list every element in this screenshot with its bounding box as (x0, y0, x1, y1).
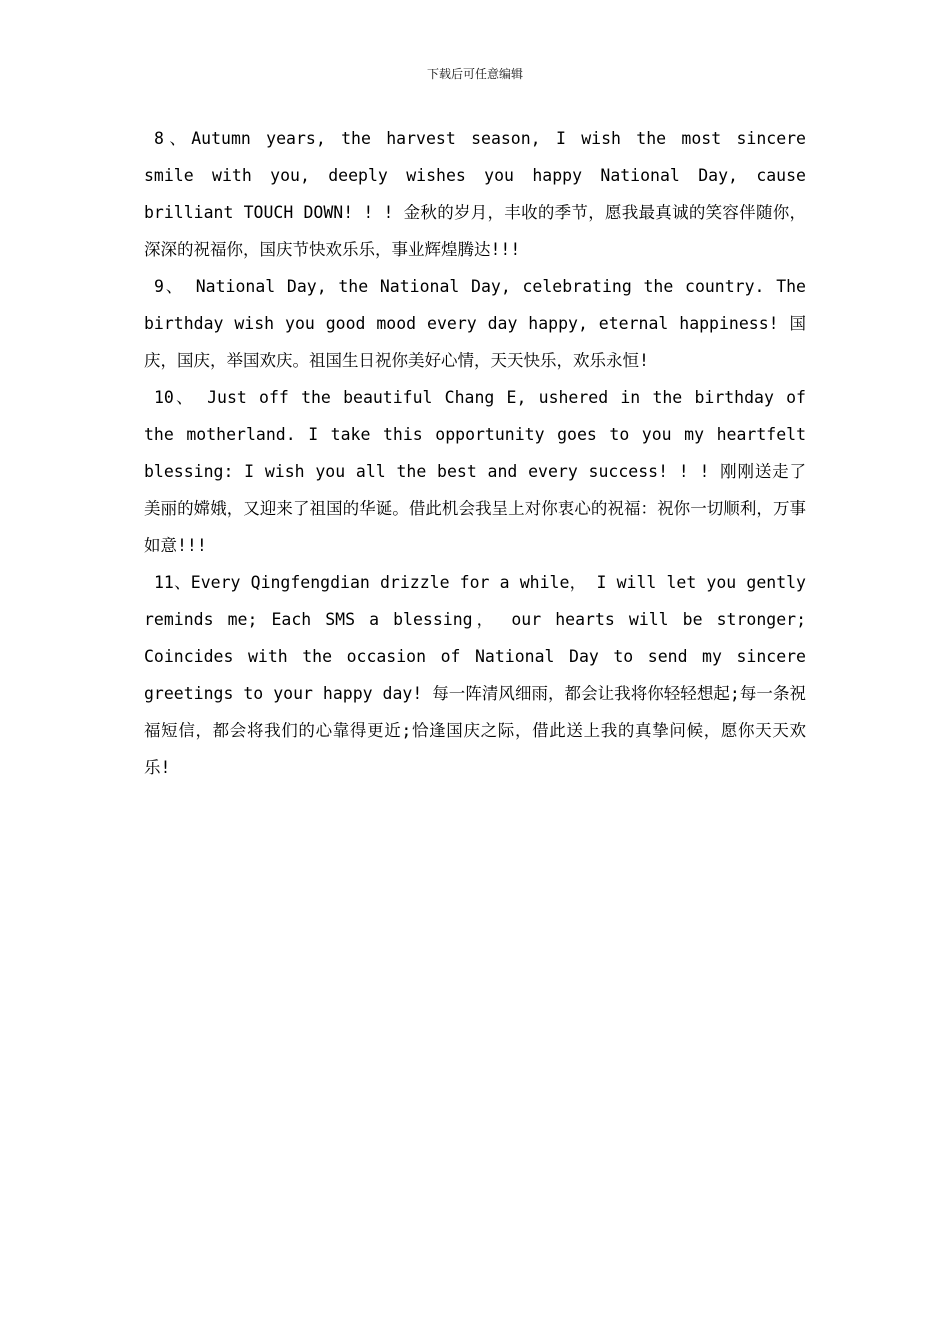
page-header: 下载后可任意编辑 (426, 67, 523, 81)
paragraph-8: 8、Autumn years, the harvest season, I wish the most sincere smile with you, deeply wishes you happy National Day, cause brilliant TOUCH DOWN! ! ! 金秋的岁月，丰收的季节，愿我最真诚的笑容伴随你，深深的祝福你，国庆节快欢乐乐，事业辉煌腾达!!! (144, 129, 806, 259)
paragraph-11: 11、Every Qingfengdian drizzle for a while， I will let you gently reminds me; Each SMS a blessing， our hearts will be stronger; Coincides with the occasion of National Day to send my sincere greetings to your happy day! 每一阵清风细雨，都会让我将你轻轻想起;每一条祝福短信，都会将我们的心靠得更近;恰逢国庆之际，借此送上我的真挚问候，愿你天天欢乐! (144, 573, 806, 777)
document-body (144, 120, 806, 786)
paragraph-10: 10、 Just off the beautiful Chang E, ushered in the birthday of the motherland. I take this opportunity goes to you my heartfelt blessing: I wish you all the best and every success! ! ! 刚刚送走了美丽的嫦娥，又迎来了祖国的华诞。借此机会我呈上对你衷心的祝福：祝你一切顺利，万事如意!!! (144, 388, 806, 555)
paragraph-9: 9、 National Day, the National Day, celebrating the country. The birthday wish you good mood every day happy, eternal happiness! 国庆，国庆，举国欢庆。祖国生日祝你美好心情，天天快乐，欢乐永恒! (144, 277, 806, 370)
